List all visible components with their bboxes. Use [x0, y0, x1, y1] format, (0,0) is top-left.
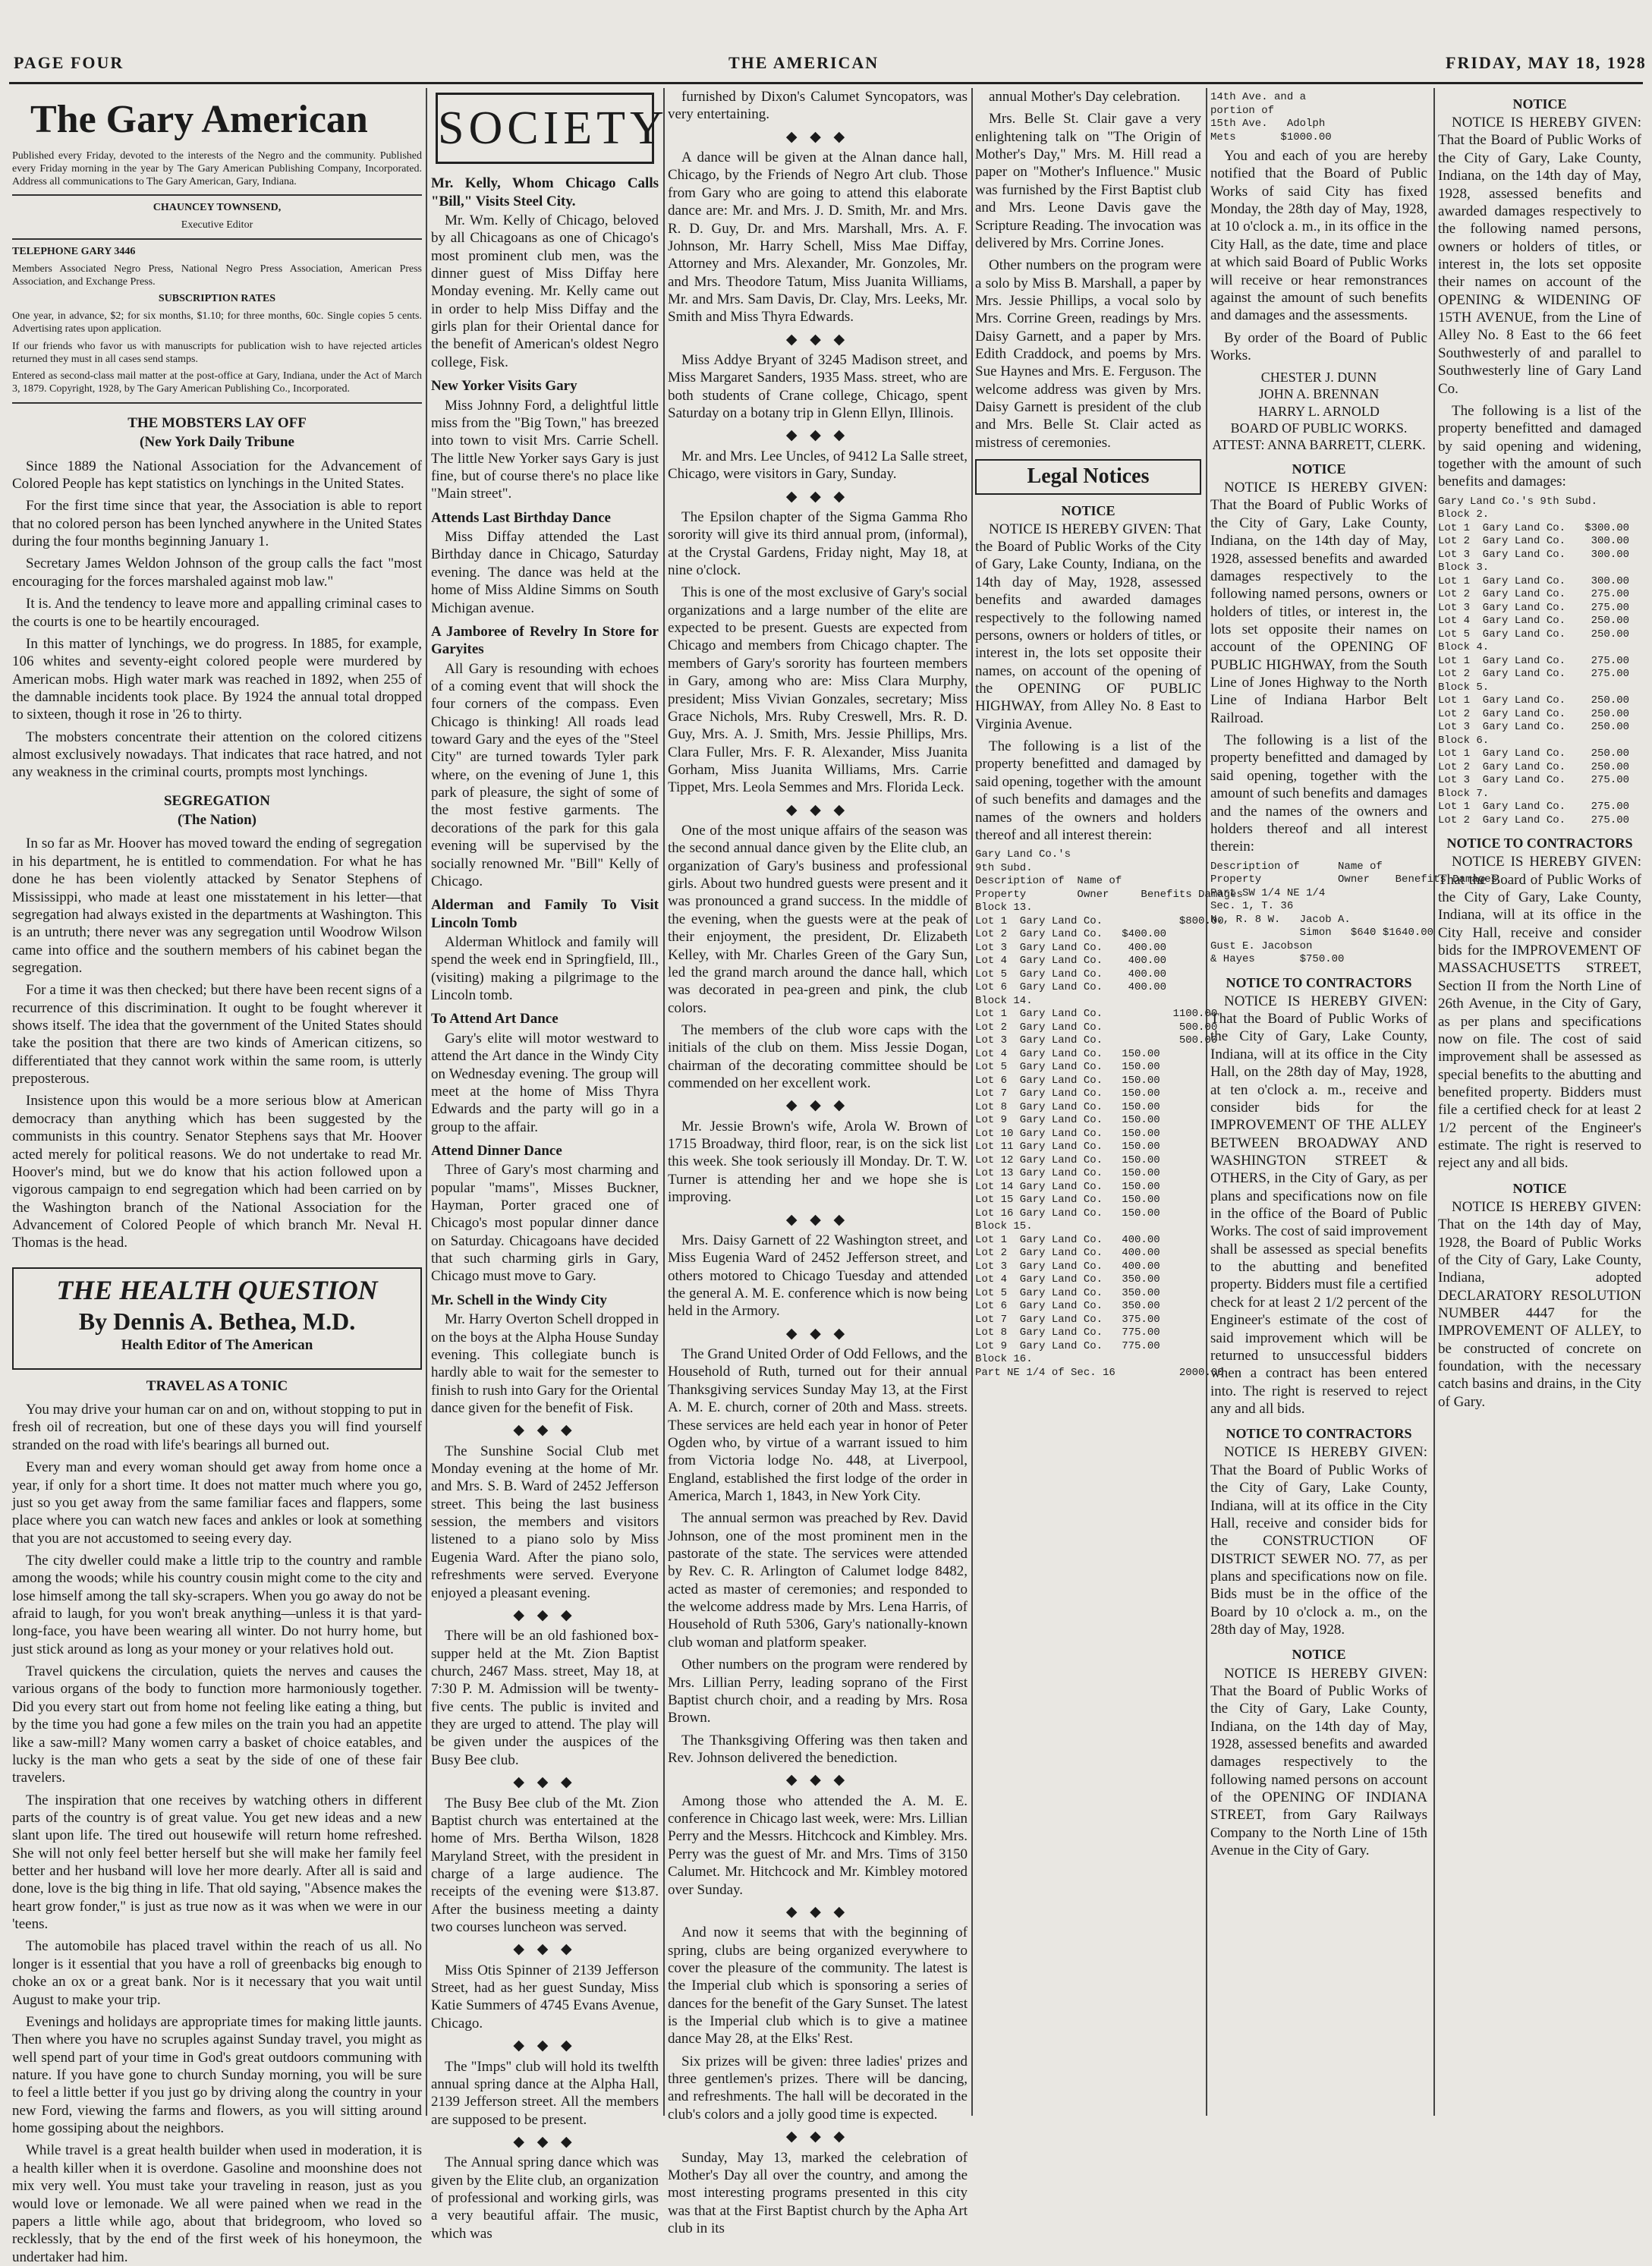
contractors-heading: NOTICE TO CONTRACTORS	[1226, 1426, 1412, 1442]
item-text: Alderman Whitlock and family will spend the week end in Springfield, Ill., (visiting) making a pilgrimage to the Lincoln tomb.	[431, 933, 659, 1004]
diamond-divider: ◆ ◆ ◆	[513, 2133, 577, 2150]
legal-notices-banner: Legal Notices	[975, 459, 1201, 494]
rates-heading: SUBSCRIPTION RATES	[158, 293, 276, 305]
paragraph: The Grand United Order of Odd Fellows, and the Household of Ruth, turned out for their annual Thanksgiving services Sunday May 13, at the First A. M. E. church, corner of 20th and Mass. streets. These services are held each year in honor of Peter Ogden who, by virtue of a warrant issued to him from Victoria lodge No. 448, at Liverpool, England, established the first lodge of the order in America, March 1, 1843, in New York City.	[668, 1346, 968, 1504]
notice-heading: NOTICE	[1512, 1180, 1567, 1196]
masthead-title: The Gary American	[30, 98, 368, 141]
item-heading: Mr. Kelly, Whom Chicago Calls "Bill," Visits Steel City.	[431, 175, 659, 209]
paragraph: Secretary James Weldon Johnson of the group calls the fact "most encouraging for the forces marshaled against mob law."	[12, 555, 422, 590]
editor-title: Executive Editor	[181, 219, 253, 231]
notice-text: NOTICE IS HEREBY GIVEN: That the Board of Public Works of the City of Gary, Lake County, Indiana, on the 14th day of May, 1928, assessed benefits and awarded damages respectively to the following named persons, owners or holders of titles, or interest in, the lots set opposite their names on account of the OPENING OF PUBLIC HIGHWAY, from the South Line of Jones Highway to the North Line of Indiana Harbor Belt Railroad.	[1210, 480, 1427, 726]
diamond-divider: ◆ ◆ ◆	[785, 1097, 850, 1114]
item-text: Gary's elite will motor westward to attend the Art dance in the Windy City on Wednesday evening. The group will meet at the home of Miss Thyra Edwards and the party will go in a group to the affair.	[431, 1030, 659, 1135]
diamond-divider: ◆ ◆ ◆	[513, 1607, 577, 1623]
item-heading: To Attend Art Dance	[431, 1011, 559, 1028]
item-heading: New Yorker Visits Gary	[431, 378, 577, 395]
diamond-divider: ◆ ◆ ◆	[785, 2129, 850, 2145]
editorial-heading: THE MOBSTERS LAY OFF	[127, 414, 307, 431]
assessment-table: Description of Name of Property Owner Benefits Damages Part SW 1/4 NE 1/4 Sec. 1, T. 36 N., R. 8 W. Jacob A. Simon $640 $1640.00 Gust E. Jacobson & Hayes $750.00	[1210, 860, 1498, 966]
item-text: The Annual spring dance which was given by the Elite club, an organization of professional and working girls, was a very beautiful affair. The music, which was	[431, 2154, 659, 2242]
paragraph: Mrs. Belle St. Clair gave a very enlightening talk on "The Origin of Mother's Day," Mrs. M. Hill read a paper on "Mother's Influence." Music was furnished by the First Baptist club and Mrs. Leone Davis gave the Scripture Reading. The invocation was delivered by Mrs. Corrine Jones.	[975, 111, 1201, 251]
paragraph: The mobsters concentrate their attention on the colored citizens almost exclusively nowadays. That indicates that race hatred, and not any weakness in the criminal courts, prompts most lynchings.	[12, 729, 422, 781]
paragraph: In this matter of lynchings, we do progress. In 1885, for example, 106 whites and seventy-eight colored people were murdered by American mobs. High water mark was reached in 1892, when 255 of the damnable incidents took place. By 1924 the annual total dropped to sixteen, though it rose in '26 to thirty.	[12, 635, 422, 723]
item-heading: Mr. Schell in the Windy City	[431, 1292, 607, 1308]
assessment-table: 14th Ave. and a portion of 15th Ave. Adolph Mets $1000.00	[1210, 91, 1332, 143]
diamond-divider: ◆ ◆ ◆	[785, 128, 850, 145]
column-divider	[1433, 88, 1435, 2116]
signer: CHESTER J. DUNN	[1260, 370, 1377, 386]
notice-text: You and each of you are hereby notified that the Board of Public Works of said City has fixed Monday, the 28th day of May, 1928, at 10 o'clock a. m., in its office in the City Hall, as the date, time and place at which said Board of Public Works will receive or hear remonstrances against the amount of such benefits and damages and the assessments.	[1210, 148, 1427, 324]
notice-text: The following is a list of the property benefitted and damaged by said opening and widening, together with the amount of such benefits and damages:	[1438, 402, 1641, 490]
diamond-divider: ◆ ◆ ◆	[785, 331, 850, 348]
paragraph: For the first time since that year, the Association is able to report that no colored person has been lynched anywhere in the United States during the four months beginning January 1.	[12, 498, 422, 550]
editorial-source: (New York Daily Tribune	[140, 434, 294, 451]
paragraph: Six prizes will be given: three ladies' prizes and three gentlemen's prizes. There will be dancing, and refreshments. The hall will be decorated in the club's colors and a jolly good time is expected.	[668, 2053, 968, 2123]
society-continued-column	[668, 88, 968, 2236]
item-text: The "Imps" club will hold its twelfth annual spring dance at the Alpha Hall, 2139 Jefferson street. All the members are supposed to be present.	[431, 2058, 659, 2128]
society-banner: SOCIETY	[436, 93, 654, 164]
diamond-divider: ◆ ◆ ◆	[513, 1422, 577, 1439]
diamond-divider: ◆ ◆ ◆	[785, 488, 850, 505]
assessment-table: Gary Land Co.'s 9th Subd. Block 2. Lot 1 Gary Land Co. $300.00 Lot 2 Gary Land Co. 300.00 Lot 3 Gary Land Co. 300.00 Block 3. Lot 1 Gary Land Co. 300.00 Lot 2 Gary Land Co. 275.00 Lot 3 Gary Land Co. 275.00 Lot 4 Gary Land Co. 250.00 Lot 5 Gary Land Co. 250.00 Block 4. Lot 1 Gary Land Co. 275.00 Lot 2 Gary Land Co. 275.00 Block 5. Lot 1 Gary Land Co. 250.00 Lot 2 Gary Land Co. 250.00 Lot 3 Gary Land Co. 250.00 Block 6. Lot 1 Gary Land Co. 250.00 Lot 2 Gary Land Co. 250.00 Lot 3 Gary Land Co. 275.00 Block 7. Lot 1 Gary Land Co. 275.00 Lot 2 Gary Land Co. 275.00	[1438, 495, 1630, 826]
column-divider	[663, 88, 665, 2116]
paragraph: This is one of the most exclusive of Gary's social organizations and a large number of the elite are expected to be present. Guests are expected from Chicago and members from Chicago chapter. The members of Gary's sorority has fourteen members in Gary, among who are: Miss Clara Murphy, president; Miss Vivian Gonzales, secretary; Miss Grace Nichols, Mrs. Ruby Creswell, Mrs. R. D. Guy, Mrs. A. J. Smith, Mrs. Jessie Phillips, Mrs. Clara Fuller, Mrs. F. R. Alexander, Miss Juanita Gorham, Miss Juanita Williams, Mrs. Carrie Tippet, Mrs. Leola Semmes and Mrs. Florida Leck.	[668, 584, 968, 796]
paragraph: Travel quickens the circulation, quiets the nerves and causes the various organs of the body to function more harmoniously together. Did you every start out from home not feeling like eating a thing, but by the time you had gone a few miles on the train you had an appetite like a saw-mill? Many women carry a basket of choice eatables, and lucky is the man who gets a seat by the side of one of these fair travelers.	[12, 1663, 422, 1786]
notice-heading: NOTICE	[1292, 461, 1346, 477]
issue-date: FRIDAY, MAY 18, 1928	[1446, 53, 1647, 72]
divider	[12, 402, 422, 404]
notice-text: The following is a list of the property benefitted and damaged by said opening, together with the amount of such benefits and damages and the names of the owners and holders thereof and all interest therein:	[975, 738, 1201, 843]
paragraph: Miss Addye Bryant of 3245 Madison street, and Miss Margaret Sanders, 1935 Mass. street, who are both students of Crane college, Chicago, spent Saturday on a botany trip in Glenn Ellyn, Illinois.	[668, 352, 968, 422]
paragraph: Other numbers on the program were a solo by Miss B. Marshall, a paper by Mrs. Jessie Phillips, a vocal solo by Mrs. Corrine Green, readings by Mrs. Daisy Garnett, and a paper by Mrs. Edith Craddock, and poems by Mrs. Sue Haynes and Mrs. E. Ferguson. The welcome address was given by Mrs. Daisy Garnett is president of the club and Mrs. Belle St. Clair acted as mistress of ceremonies.	[975, 257, 1201, 451]
divider	[12, 194, 422, 196]
paragraph: While travel is a great health builder when used in moderation, it is a health killer when it is overdone. Gasoline and moonshine does not mix very well. You must take your traveling in reason, just as you would love or lemonade. We all were pained when we read in the papers a little while ago, about that bridegroom, who loved so recklessly, that by the end of the first week of his honeymoon, the undertaker had him.	[12, 2142, 422, 2265]
item-text: Miss Diffay attended the Last Birthday dance in Chicago, Saturday evening. The dance was held at the home of Miss Aldine Simms on South Michigan avenue.	[431, 529, 659, 616]
editorial-column	[12, 88, 422, 2265]
column-divider	[971, 88, 973, 2116]
paragraph: The inspiration that one receives by watching others in different parts of the country is of great value. You get new ideas and a new slant upon life. The tired out housewife will return home refreshed. She will not only feel better herself but she will make her family feel better and her husband will love her more dearly. After all is said and done, love is the big thing in life. That old saying, "Absence makes the heart grow fonder," is just as true now as it was when we were in our 'teens.	[12, 1792, 422, 1933]
item-heading: A Jamboree of Revelry In Store for Garyites	[431, 623, 659, 658]
paragraph: Other numbers on the program were rendered by Mrs. Lillian Perry, leading soprano of the First Baptist church choir, and a reading by Mrs. Rosa Brown.	[668, 1657, 968, 1726]
paragraph: The annual sermon was preached by Rev. David Johnson, one of the most prominent men in the pastorate of the state. The services were attended by Rev. C. R. Arlington of Calumet lodge 8482, acted as master of ceremonies; and responded to the welcome address made by Mrs. Lena Harris, of Household of Ruth 5306, Gary's nationally-known club woman and platform speaker.	[668, 1510, 968, 1651]
item-text: Mr. Wm. Kelly of Chicago, beloved by all Chicagoans as one of Chicago's most prominent club men, was the dinner guest of Miss Diffay here Monday evening. Mr. Kelly came out in order to help Miss Diffay and the girls plan for their Oriental dance for the benefit of American's oldest Negro college, Fisk.	[431, 212, 659, 370]
diamond-divider: ◆ ◆ ◆	[785, 1772, 850, 1789]
paragraph: The city dweller could make a little trip to the country and ramble among the woods; while his country cousin might come to the city and lose himself among the tall sky-scrapers. When you go away do not be afraid to laugh, for you won't break anything—unless it is that yard-long-face, you have been wearing all winter. Do not hurry home, but just stick around as long as your money or your relatives hold out.	[12, 1552, 422, 1657]
paragraph: The Epsilon chapter of the Sigma Gamma Rho sorority will give its third annual prom, (informal), at the Crystal Gardens, Friday night, May 18, at nine o'clock.	[668, 508, 968, 578]
paragraph: You may drive your human car on and on, without stopping to put in fresh oil of recreation, but one of these days you will find yourself stranded on the road with life's bearings all burned out.	[12, 1402, 422, 1453]
health-subhead: TRAVEL AS A TONIC	[146, 1377, 288, 1394]
paragraph: A dance will be given at the Alnan dance hall, Chicago, by the Friends of Negro Art club. Those from Gary who are going to attend this elaborate dance are: Mr. and Mrs. J. D. Smith, Mr. and Mrs. R. D. Guy, Dr. and Mrs. Marshall, Mrs. A. F. Johnson, Mr. Harry Schell, Miss Mae Diffay, Attorney and Mrs. Alexander, Mr. Gonzoles, Mr. and Mrs. Theodore Tatum, Miss Juanita Williams, Mr. and Mrs. Sam Davis, Dr. Clay, Mrs. Leeks, Mr. Smith and Miss Thyra Edwards.	[668, 149, 968, 326]
paragraph: Insistence upon this would be a more serious blow at American democracy than anything which has been suggested by the communists in this country. Senator Stephens says that Mr. Hoover acted merely for political reasons. We do not undertake to read Mr. Hoover's mind, but we do know that his action followed upon a vigorous campaign to end segregation which had been carried on by the Washington branch of the National Association for the Advancement of Colored People of which branch Mr. Neval H. Thomas is the head.	[12, 1093, 422, 1251]
subscription-rates: One year, in advance, $2; for six months, $1.10; for three months, 60c. Single copies 5 cents. Advertising rates upon application.	[12, 310, 422, 335]
item-text: Three of Gary's most charming and popular "mams", Misses Buckner, Hayman, Porter graced one of Chicago's most popular dinner dance on Saturday. Chicagoans have decided that such charming girls in Gary, Chicago must move to Gary.	[431, 1162, 659, 1285]
paragraph: One of the most unique affairs of the season was the second annual dance given by the Elite club, an organization of Gary's business and professional girls. About two hundred guests were present and it was pronounced a grand success. In the middle of the evening, when the guests were at the peak of their enjoyment, the president, Dr. Elizabeth Kelley, with Mr. Charles Green of the Gary Sun, led the grand march around the dance hall, which was decorated in pea-green and pink, the club colors.	[668, 823, 968, 1016]
page-number: PAGE FOUR	[14, 53, 124, 72]
legal-notices-column-3	[1438, 88, 1641, 2116]
diamond-divider: ◆ ◆ ◆	[785, 1325, 850, 1342]
item-heading: Attend Dinner Dance	[431, 1142, 562, 1159]
paragraph: Evenings and holidays are appropriate times for making little jaunts. Then where you have no scruples against Sunday travel, you might as well spend part of your time in God's great outdoors communing with nature. If you have gone to church Sunday morning, you will be sure to feel a little better if you just go by driving along the country in your new Ford, viewing the farms and flowers, as you will sitting around home gossiping about the neighbors.	[12, 2013, 422, 2137]
paragraph: It is. And the tendency to leave more and appalling criminal cases to the courts is one to be heartily encouraged.	[12, 596, 422, 630]
contractors-heading: NOTICE TO CONTRACTORS	[1226, 974, 1412, 990]
paragraph: In so far as Mr. Hoover has moved toward the ending of segregation in his department, he is entitled to commendation. For what he has done he has been violently attacked by Senator Stephens of Mississippi, who made at least one misstatement in his letter—that segregation had always existed in the departments at Washington. This is an untruth; there never was any segregation until Woodrow Wilson came into office and the southern members of his cabinet began the segregation.	[12, 836, 422, 976]
signer: HARRY L. ARNOLD	[1258, 403, 1380, 419]
notice-text: NOTICE IS HEREBY GIVEN: That the Board of Public Works of the City of Gary, Lake County, Indiana, on the 14th day of May, 1928, assessed benefits and awarded damages respectively to the following named persons, owners or holders of titles, or interest in, the lots set opposite their names, on account of the opening of the OPENING OF PUBLIC HIGHWAY, from Alley No. 8 East to Virginia Avenue.	[975, 521, 1201, 732]
paragraph: annual Mother's Day celebration.	[989, 89, 1181, 105]
diamond-divider: ◆ ◆ ◆	[513, 2038, 577, 2054]
paragraph: The members of the club wore caps with the initials of the club on them. Miss Jessie Dogan, chairman of the decorating committee should be commended on her excellent work.	[668, 1021, 968, 1092]
paragraph: Sunday, May 13, marked the celebration of Mother's Day all over the country, and among the most interesting programs presented in this city was that at the First Baptist church by the Apha Art club in its	[668, 2149, 968, 2236]
item-heading: Attends Last Birthday Dance	[431, 509, 611, 526]
paragraph: The Thanksgiving Offering was then taken and Rev. Johnson delivered the benediction.	[668, 1732, 968, 1766]
health-byline: By Dennis A. Bethea, M.D.	[78, 1307, 356, 1335]
notice-text: NOTICE IS HEREBY GIVEN: That the Board of Public Works of the City of Gary, Lake County, Indiana, will at its office in the City Hall, receive and consider bids for the IMPROVEMENT OF MASSACHUSETTS STREET, Section II from the North Line of 26th Avenue, in the City of Gary, as per plans and specifications now on file. The cost of said improvement shall be assessed as special benefits to the abutting and benefited property. Bidders must file a certified check for at least 2 1/2 percent of the Engineer's estimate. The right is reserved to reject any and all bids.	[1438, 854, 1641, 1172]
signer: BOARD OF PUBLIC WORKS.	[1230, 420, 1408, 436]
paragraph: The automobile has placed travel within the reach of us all. No longer is it essential that you have a roll of greenbacks big enough to choke an ox or a great bank. Nor is it necessary that you wait until August to make your trip.	[12, 1938, 422, 2008]
paragraph: furnished by Dixon's Calumet Syncopators, was very entertaining.	[668, 89, 968, 123]
press-members: Members Associated Negro Press, National Negro Press Association, American Press Association, and Exchange Press.	[12, 263, 422, 288]
legal-notices-column-2	[1210, 88, 1498, 2116]
paragraph: Since 1889 the National Association for the Advancement of Colored People has kept statistics on lynchings in the United States.	[12, 458, 422, 492]
signer: JOHN A. BRENNAN	[1258, 386, 1380, 402]
notice-text: NOTICE IS HEREBY GIVEN: That the Board of Public Works of the City of Gary, Lake County, Indiana, will at its office in the City Hall, on the 28th day of May, 1928, at ten o'clock a. m., receive and consider bids for the IMPROVEMENT OF THE ALLEY BETWEEN BROADWAY AND WASHINGTON STREET & OTHERS, in the City of Gary, as per plans and specifications now on file in the office of the Board of Public Works. The cost of said improvement shall be assessed as special benefits to the abutting and benefited property. Bidders must file a certified check for at least 2 1/2 percent of the Engineer's estimate of the cost of said improvement which will be returned to unsuccessful bidders when a contract has been entered into. The right is reserved to reject any and all bids.	[1210, 993, 1427, 1417]
contractors-heading: NOTICE TO CONTRACTORS	[1446, 836, 1633, 851]
paper-name: THE AMERICAN	[728, 53, 879, 72]
item-text: The Sunshine Social Club met Monday evening at the home of Mr. and Mrs. S. B. Ward of 2452 Jefferson street. This being the last business session, the members and visitors listened to a piano solo by Miss Eugenia Ward. After the piano solo, refreshments were served. Everyone enjoyed a pleasant evening.	[431, 1443, 659, 1601]
paragraph: Mr. Jessie Brown's wife, Arola W. Brown of 1715 Broadway, third floor, rear, is on the sick list this week. She took seriously ill Monday. Dr. T. W. Turner is attending her and we hope she is improving.	[668, 1118, 968, 1206]
diamond-divider: ◆ ◆ ◆	[785, 1211, 850, 1228]
paragraph: Mr. and Mrs. Lee Uncles, of 9412 La Salle street, Chicago, were visitors in Gary, Sunday.	[668, 448, 968, 483]
paragraph: For a time it was then checked; but there have been recent signs of a recurrence of this discrimination. It ought to be fought wherever it shows itself. The idea that the government of the United States should take the position that there are two kinds of American citizens, so differentiated that they cannot work within the same room, is utterly preposterous.	[12, 982, 422, 1087]
item-text: The Busy Bee club of the Mt. Zion Baptist church was entertained at the home of Mrs. Bertha Wilson, 1828 Maryland Street, with the president in charge of a large audience. The receipts of the evening were $13.87. After the business meeting a dainty two courses luncheon was served.	[431, 1795, 659, 1936]
health-title: THE HEALTH QUESTION	[56, 1274, 378, 1305]
notice-text: NOTICE IS HEREBY GIVEN: That the Board of Public Works of the City of Gary, Lake County, Indiana, on the 14th day of May, 1928, assessed benefits and awarded damages respectively to the following named persons on account of the OPENING OF INDIANA STREET, from Gary Railways Company to the North Line of 15th Avenue in the City of Gary.	[1210, 1665, 1427, 1859]
diamond-divider: ◆ ◆ ◆	[785, 427, 850, 444]
column-divider	[1206, 88, 1207, 2116]
notice-text: NOTICE IS HEREBY GIVEN: That the Board of Public Works of the City of Gary, Lake County, Indiana, on the 14th day of May, 1928, assessed benefits and awarded damages respectively to the following named persons, owners or holders of titles, or interest in, the lots set opposite their names on account of the OPENING & WIDENING OF 15TH AVENUE, from the Line of Alley No. 8 East to the 66 feet Southwesterly of and parallel to Southwesterly line of Gary Land Co.	[1438, 115, 1641, 397]
notice-text: The following is a list of the property benefitted and damaged by said opening, together with the amount of such benefits and damages and the names of the owners and holders thereof and all interest therein:	[1210, 732, 1427, 855]
masthead-blurb: Published every Friday, devoted to the interests of the Negro and the community. Published every Friday morning in the year by The Gary American Publishing Company, Incorporated. Address all communications to The Gary American, Gary, Indiana.	[12, 149, 422, 187]
telephone: TELEPHONE GARY 3446	[12, 245, 136, 257]
editorial-heading: SEGREGATION	[163, 792, 271, 809]
manuscript-note: If our friends who favor us with manuscripts for publication wish to have rejected articles returned they must in all cases send stamps.	[12, 340, 422, 365]
item-text: Miss Johnny Ford, a delightful little miss from the "Big Town," has breezed into town to visit Mrs. Carrie Schell. The little New Yorker says Gary is just fine, but of course there's no place like "Main street".	[431, 397, 659, 502]
notice-text: NOTICE IS HEREBY GIVEN: That on the 14th day of May, 1928, the Board of Public Works of the City of Gary, Lake County, Indiana, adopted DECLARATORY RESOLUTION NUMBER 4447 for the IMPROVEMENT OF ALLEY, to be constructed of concrete on foundation, with the necessary catch basins and drains, in the City of Gary.	[1438, 1198, 1641, 1410]
item-heading: Alderman and Family To Visit Lincoln Tomb	[431, 897, 659, 931]
diamond-divider: ◆ ◆ ◆	[513, 1774, 577, 1791]
notice-text: NOTICE IS HEREBY GIVEN: That the Board of Public Works of the City of Gary, Lake County, Indiana, will at its office in the City Hall, receive and consider bids for the CONSTRUCTION OF DISTRICT SEWER NO. 77, as per plans and specifications now on file. Bids must be in the office of the Board by 10 o'clock a. m., on the 28th day of May, 1928.	[1210, 1444, 1427, 1638]
header-rule	[9, 82, 1643, 84]
diamond-divider: ◆ ◆ ◆	[785, 1903, 850, 1920]
entry-notice: Entered as second-class mail matter at the post-office at Gary, Indiana, under the Act of March 3, 1879. Copyright, 1928, by The Gary American Publishing Co., Incorporated.	[12, 370, 422, 395]
health-role: Health Editor of The American	[121, 1337, 313, 1354]
column-divider	[426, 88, 427, 2116]
editor-name: CHAUNCEY TOWNSEND,	[153, 202, 282, 214]
divider	[12, 238, 422, 240]
signer: ATTEST: ANNA BARRETT, CLERK.	[1212, 436, 1426, 452]
paragraph: And now it seems that with the beginning of spring, clubs are being organized everywhere to cover the pleasure of the community. The latest is the Imperial club which is sponsoring a series of dances for the benefit of the Gary Sunset. The latest is the Imperial club which is to give a matinee dance May 28, at the Elks' Rest.	[668, 1925, 968, 2047]
item-text: Miss Otis Spinner of 2139 Jefferson Street, had as her guest Sunday, Miss Katie Summers of 4745 Evans Avenue, Chicago.	[431, 1962, 659, 2032]
paragraph: Mrs. Daisy Garnett of 22 Washington street, and Miss Eugenia Ward of 2452 Jefferson street, and others motored to Chicago Tuesday and attended the general A. M. E. conference which is now being held in the Armory.	[668, 1232, 968, 1320]
diamond-divider: ◆ ◆ ◆	[785, 801, 850, 818]
item-text: Mr. Harry Overton Schell dropped in on the boys at the Alpha House Sunday evening. This collegiate bunch is hardly able to wait for the semester to finish to rush into Gary for the Oriental dance given for the benefit of Fisk.	[431, 1311, 659, 1416]
paragraph: Every man and every woman should get away from home once a year, if only for a short time. It does not matter much where you go, just so you get away from the same familiar faces and flappers, some place where you can watch new faces and ankles or look at something that you are not accustomed to seeing every day.	[12, 1459, 422, 1547]
legal-notices-column	[975, 88, 1243, 2116]
notice-heading: NOTICE	[1061, 502, 1115, 518]
notice-heading: NOTICE	[1512, 96, 1567, 112]
item-text: All Gary is resounding with echoes of a coming event that will shock the four corners of the compass. Even Chicago is thinking! All roads lead toward Gary and the eyes of the "Steel City" are turned towards Tyler park where, on the evening of June 1, this park of pleasure, the sight of some of the most festive garments. The decorations of the park for this gala evening will be supervised by the socially renowned Mr. "Bill" Kelly of Chicago.	[431, 660, 659, 889]
health-column-header	[12, 1267, 422, 1370]
society-column	[431, 88, 669, 2242]
paragraph: Among those who attended the A. M. E. conference in Chicago last week, were: Mrs. Lillian Perry and the Messrs. Hitchcock and Kimbley. Mrs. Perry was the guest of Mr. and Mrs. Tims of 3150 Calumet. Mr. Hitchcock and Mr. Kimbley motored over Sunday.	[668, 1792, 968, 1898]
item-text: There will be an old fashioned box-supper held at the Mt. Zion Baptist church, 2467 Mass. street, May 18, at 7:30 P. M. Admission will be twenty-five cents. The public is invited and they are urged to attend. The play will be given under the auspices of the Busy Bee club.	[431, 1628, 659, 1768]
assessment-table: Gary Land Co.'s 9th Subd. Description of Name of Property Owner Benefits Damages Block 13. Lot 1 Gary Land Co. $800.00 Lot 2 Gary Land Co. $400.00 Lot 3 Gary Land Co. 400.00 Lot 4 Gary Land Co. 400.00 Lot 5 Gary Land Co. 400.00 Lot 6 Gary Land Co. 400.00 Block 14. Lot 1 Gary Land Co. 1100.00 Lot 2 Gary Land Co. 500.00 Lot 3 Gary Land Co. 500.00 Lot 4 Gary Land Co. 150.00 Lot 5 Gary Land Co. 150.00 Lot 6 Gary Land Co. 150.00 Lot 7 Gary Land Co. 150.00 Lot 8 Gary Land Co. 150.00 Lot 9 Gary Land Co. 150.00 Lot 10 Gary Land Co. 150.00 Lot 11 Gary Land Co. 150.00 Lot 12 Gary Land Co. 150.00 Lot 13 Gary Land Co. 150.00 Lot 14 Gary Land Co. 150.00 Lot 15 Gary Land Co. 150.00 Lot 16 Gary Land Co. 150.00 Block 15. Lot 1 Gary Land Co. 400.00 Lot 2 Gary Land Co. 400.00 Lot 3 Gary Land Co. 400.00 Lot 4 Gary Land Co. 350.00 Lot 5 Gary Land Co. 350.00 Lot 6 Gary Land Co. 350.00 Lot 7 Gary Land Co. 375.00 Lot 8 Gary Land Co. 775.00 Lot 9 Gary Land Co. 775.00 Block 16. Part NE 1/4 of Sec. 16 2000.00	[975, 848, 1243, 1379]
editorial-source: (The Nation)	[178, 812, 256, 829]
notice-heading: NOTICE	[1292, 1647, 1346, 1663]
diamond-divider: ◆ ◆ ◆	[513, 1941, 577, 1958]
notice-text: By order of the Board of Public Works.	[1210, 329, 1427, 364]
page-header	[0, 53, 1652, 83]
